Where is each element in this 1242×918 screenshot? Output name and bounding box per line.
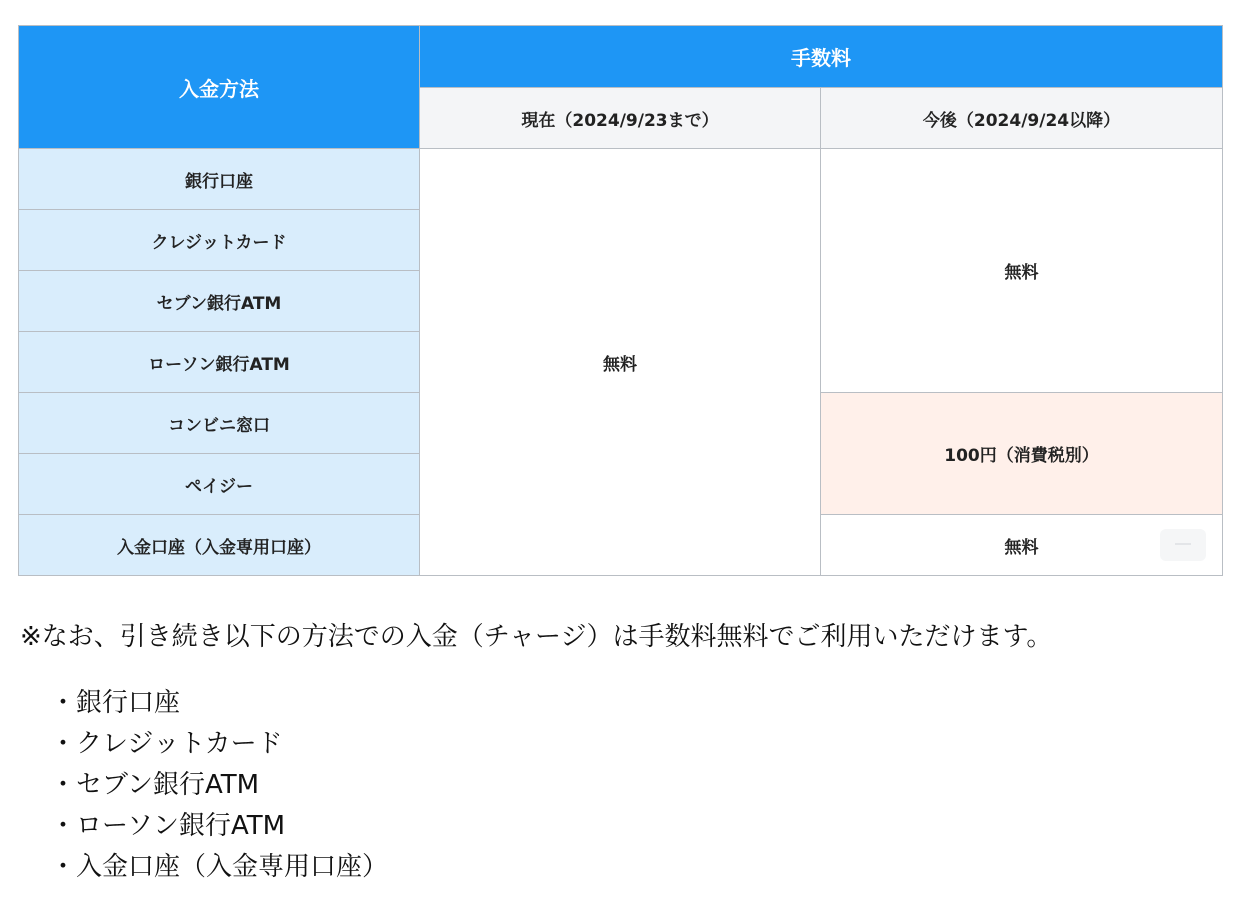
after-fee-cell: 無料	[821, 149, 1223, 393]
free-method-list	[50, 683, 388, 888]
after-fee-cell	[821, 515, 1223, 576]
fee-table	[18, 25, 1223, 576]
table-row	[19, 149, 1223, 210]
list-item: ・クレジットカード	[50, 729, 283, 759]
scroll-hint-icon	[1160, 529, 1206, 561]
list-item: ・セブン銀行ATM	[50, 770, 260, 800]
header-method: 入金方法	[19, 26, 420, 149]
method-cell: 入金口座（入金専用口座）	[19, 515, 420, 576]
method-cell: コンビニ窓口	[19, 393, 420, 454]
method-cell: ペイジー	[19, 454, 420, 515]
header-now: 現在（2024/9/23まで）	[420, 88, 821, 149]
list-item: ・ローソン銀行ATM	[50, 811, 286, 841]
method-cell: セブン銀行ATM	[19, 271, 420, 332]
header-after: 今後（2024/9/24以降）	[821, 88, 1223, 149]
header-fee: 手数料	[420, 26, 1223, 88]
method-cell: 銀行口座	[19, 149, 420, 210]
after-fee-text: 無料	[1004, 537, 1039, 558]
list-item: ・入金口座（入金専用口座）	[50, 852, 389, 882]
free-note: ※なお、引き続き以下の方法での入金（チャージ）は手数料無料でご利用いただけます。	[20, 622, 1053, 652]
method-cell: ローソン銀行ATM	[19, 332, 420, 393]
method-cell: クレジットカード	[19, 210, 420, 271]
now-fee-cell: 無料	[420, 149, 821, 576]
list-item: ・銀行口座	[50, 688, 181, 718]
after-fee-cell-paid: 100円（消費税別）	[821, 393, 1223, 515]
